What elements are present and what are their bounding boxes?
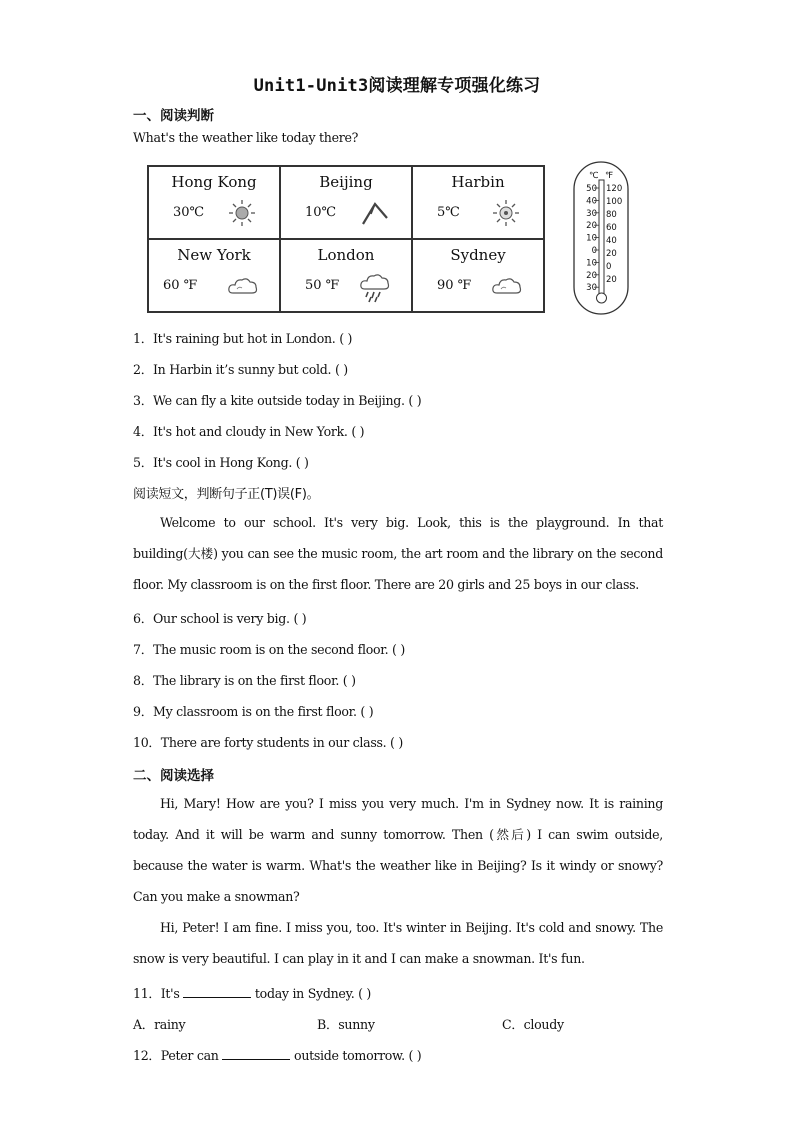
weather-cell — [412, 166, 544, 239]
rain-icon — [359, 271, 391, 303]
fahrenheit-tick-label: 100 — [606, 197, 623, 208]
city-name: London — [317, 246, 375, 264]
sun-icon — [491, 198, 521, 228]
question-7: 7．The music room is on the second floor. ( ) — [133, 642, 405, 657]
cloud-icon — [491, 271, 523, 301]
sun-icon — [227, 198, 257, 228]
answer-blank[interactable] — [183, 986, 251, 998]
passage1-text: Hi, Mary! How are you? I miss you very much. I'm in Sydney now. It is raining today. And it will be warm and sunny tomorrow. Then (然后) I can swim outside, because the water is warm. What's the weather like in Beijing? Is it windy or snowy? Can you make a snowman? — [133, 796, 663, 904]
city-name: Hong Kong — [171, 173, 257, 191]
instruction: 阅读短文，判断句子正(T)误(F)。 — [133, 487, 320, 502]
question-10: 10．There are forty students in our class. ( ) — [133, 735, 403, 750]
fahrenheit-tick-label: 120 — [606, 184, 623, 194]
question-12-suffix: outside tomorrow. ( ) — [294, 1048, 422, 1063]
question-11-suffix: today in Sydney. ( ) — [254, 986, 372, 1001]
fahrenheit-tick-label: 40 — [606, 236, 617, 247]
celsius-tick-label: 20 — [586, 221, 597, 232]
letter-passage-1 — [133, 788, 663, 912]
option-b: B．sunny — [317, 1017, 375, 1032]
question-5: 5．It's cool in Hong Kong. ( ) — [133, 455, 309, 470]
question-4: 4．It's hot and cloudy in New York. ( ) — [133, 424, 365, 439]
city-name: Sydney — [450, 246, 506, 264]
option-c: C．cloudy — [502, 1017, 564, 1032]
celsius-tick-label: 50 — [586, 184, 597, 194]
question-11-prefix: 11．It's — [133, 986, 180, 1001]
celsius-tick-label: 10 — [586, 233, 597, 244]
weather-cell — [280, 239, 412, 312]
answer-blank[interactable] — [222, 1048, 290, 1060]
option-a: A．rainy — [133, 1017, 186, 1032]
section1-question: What's the weather like today there? — [133, 130, 359, 145]
fahrenheit-label: ℉ — [605, 171, 614, 181]
reading-passage — [133, 507, 663, 600]
wind-icon — [359, 198, 389, 228]
city-name: Beijing — [319, 173, 373, 191]
celsius-tick-label: 0 — [591, 246, 597, 256]
celsius-tick-label: 30 — [586, 208, 597, 219]
temperature: 90 ℉ — [437, 278, 472, 293]
temperature: 10℃ — [305, 205, 337, 220]
cloud-icon — [227, 271, 259, 301]
city-name: New York — [177, 246, 251, 264]
page-title: Unit1-Unit3阅读理解专项强化练习 — [253, 76, 541, 96]
weather-cell — [280, 166, 412, 239]
celsius-tick-label: 20 — [586, 270, 597, 281]
question-2: 2．In Harbin it’s sunny but cold. ( ) — [133, 362, 348, 377]
temperature: 5℃ — [437, 205, 460, 220]
question-11 — [133, 983, 371, 1002]
letter-passage-2 — [133, 912, 663, 974]
temperature: 30℃ — [173, 205, 205, 220]
section2-heading: 二、阅读选择 — [133, 768, 214, 784]
weather-cell — [412, 239, 544, 312]
temperature: 50 ℉ — [305, 278, 340, 293]
celsius-label: ℃ — [589, 171, 599, 181]
passage2-text: Hi, Peter! I am fine. I miss you, too. It's winter in Beijing. It's cold and snowy. The snow is very beautiful. I can play in it and I can make a snowman. It's fun. — [133, 920, 663, 966]
celsius-tick-label: 40 — [586, 196, 597, 207]
question-6: 6．Our school is very big. ( ) — [133, 611, 307, 626]
fahrenheit-tick-label: 0 — [606, 262, 612, 273]
question-1: 1．It's raining but hot in London. ( ) — [133, 331, 353, 346]
temperature: 60 ℉ — [163, 278, 198, 293]
fahrenheit-tick-label: 60 — [606, 223, 617, 234]
thermometer-image — [572, 160, 632, 318]
section1-heading: 一、阅读判断 — [133, 108, 214, 124]
fahrenheit-tick-label: 20 — [606, 249, 617, 260]
question-12-prefix: 12．Peter can — [133, 1048, 219, 1063]
question-8: 8．The library is on the first floor. ( ) — [133, 673, 356, 688]
question-12 — [133, 1045, 421, 1064]
weather-cell — [148, 239, 280, 312]
passage-text: Welcome to our school. It's very big. Look, this is the playground. In that building(大楼) you can see the music room, the art room and the library on the second floor. My classroom is on the first floor. There are 20 girls and 25 boys in our class. — [133, 515, 663, 592]
city-name: Harbin — [451, 173, 505, 191]
question-9: 9．My classroom is on the first floor. ( ) — [133, 704, 374, 719]
weather-table — [147, 165, 545, 313]
fahrenheit-tick-label: 20 — [606, 275, 617, 286]
question-3: 3．We can fly a kite outside today in Beijing. ( ) — [133, 393, 422, 408]
celsius-tick-label: 30 — [586, 283, 597, 294]
weather-cell — [148, 166, 280, 239]
celsius-tick-label: 10 — [586, 258, 597, 269]
fahrenheit-tick-label: 80 — [606, 210, 617, 221]
